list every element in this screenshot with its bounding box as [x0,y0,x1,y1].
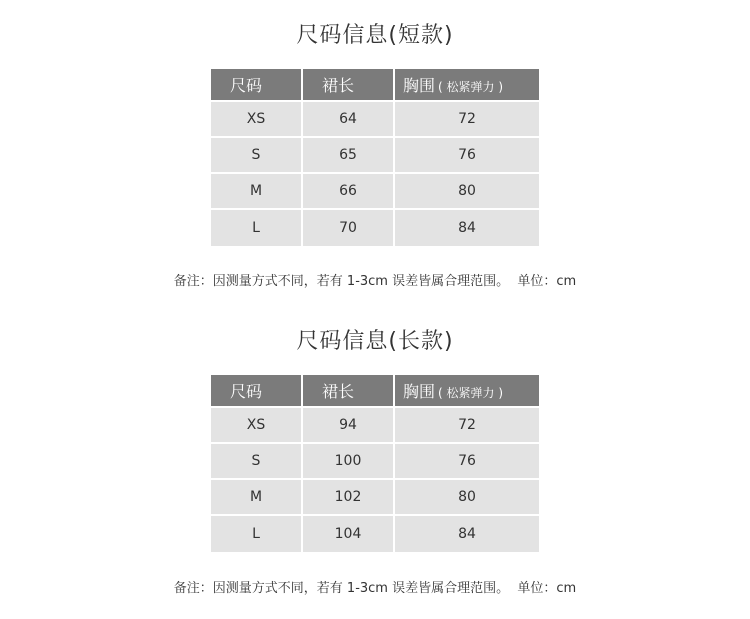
header-chest-note: ( 松紧弹力 ) [438,386,504,400]
cell-chest: 72 [395,408,539,444]
size-table [211,69,539,246]
cell-chest: 80 [395,480,539,516]
size-table [211,375,539,552]
cell-chest: 76 [395,444,539,480]
header-size: 尺码 [211,69,303,102]
header-chest: 胸围 ( 松紧弹力 ) [395,69,539,102]
table-row [211,210,539,246]
cell-size: XS [211,102,303,138]
cell-chest: 80 [395,174,539,210]
section-title: 尺码信息(短款) [296,23,454,48]
cell-chest: 84 [395,210,539,246]
cell-length: 66 [303,174,395,210]
cell-length: 70 [303,210,395,246]
cell-length: 102 [303,480,395,516]
header-length: 裙长 [303,69,395,102]
cell-length: 94 [303,408,395,444]
table-row [211,138,539,174]
table-row [211,480,539,516]
header-chest: 胸围 ( 松紧弹力 ) [395,375,539,408]
cell-length: 65 [303,138,395,174]
header-chest-note: ( 松紧弹力 ) [438,80,504,94]
table-header-row [211,375,539,408]
cell-size: L [211,516,303,552]
cell-size: M [211,480,303,516]
table-row [211,444,539,480]
table-row [211,516,539,552]
cell-length: 64 [303,102,395,138]
measurement-note: 备注：因测量方式不同，若有 1-3cm 误差皆属合理范围。 单位：cm [173,274,577,289]
cell-size: L [211,210,303,246]
measurement-note: 备注：因测量方式不同，若有 1-3cm 误差皆属合理范围。 单位：cm [173,581,577,596]
cell-size: M [211,174,303,210]
cell-chest: 72 [395,102,539,138]
cell-length: 100 [303,444,395,480]
cell-size: S [211,444,303,480]
header-size: 尺码 [211,375,303,408]
cell-size: S [211,138,303,174]
section-title: 尺码信息(长款) [296,329,454,354]
table-row [211,408,539,444]
cell-length: 104 [303,516,395,552]
header-length: 裙长 [303,375,395,408]
table-header-row [211,69,539,102]
cell-size: XS [211,408,303,444]
cell-chest: 76 [395,138,539,174]
table-row [211,102,539,138]
cell-chest: 84 [395,516,539,552]
table-row [211,174,539,210]
